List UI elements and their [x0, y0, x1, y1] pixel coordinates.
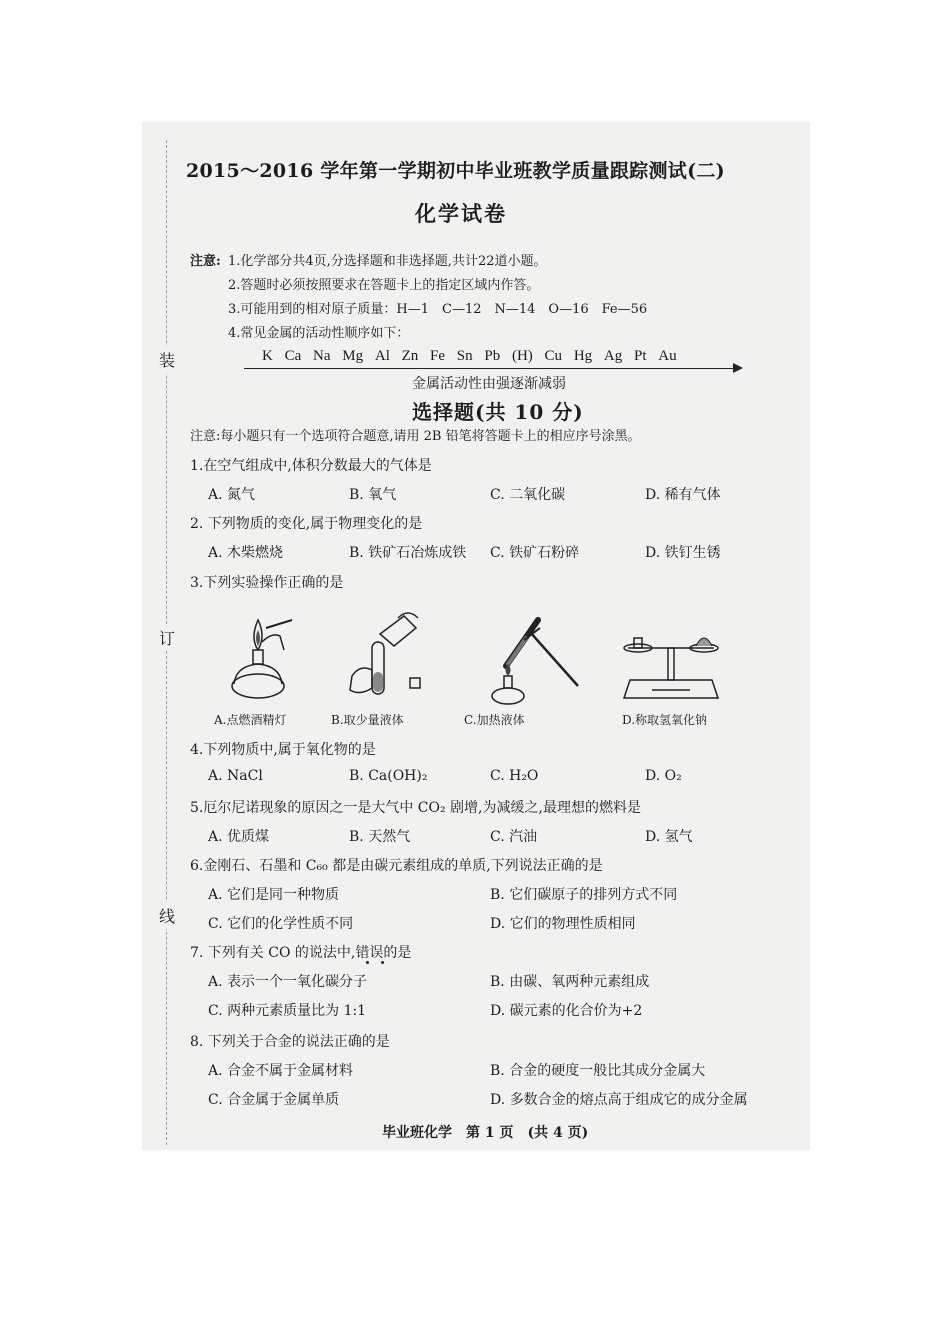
q4-option-a: A. NaCl [208, 768, 263, 784]
q6-option-c: C. 它们的化学性质不同 [208, 916, 354, 932]
metal: Pb [484, 348, 501, 364]
emphasis-dot [366, 961, 369, 964]
question-5: 5.厄尔尼诺现象的原因之一是大气中 CO₂ 剧增,为减缓之,最理想的燃料是 [190, 800, 641, 816]
metal: Fe [430, 348, 446, 364]
note-2: 2.答题时必须按照要求在答题卡上的指定区域内作答。 [228, 278, 540, 293]
q7-option-a: A. 表示一个一氧化碳分子 [208, 974, 368, 990]
arrow-head-icon [733, 363, 743, 373]
q1-option-a: A. 氮气 [208, 487, 256, 503]
q2-option-b: B. 铁矿石冶炼成铁 [349, 545, 467, 561]
q6-option-d: D. 它们的物理性质相同 [490, 916, 636, 932]
metal: K [262, 348, 273, 364]
notes-label: 注意: [190, 254, 221, 269]
q1-option-c: C. 二氧化碳 [490, 487, 566, 503]
question-2: 2. 下列物质的变化,属于物理变化的是 [190, 516, 423, 532]
metal: Cu [544, 348, 563, 364]
metal-activity-series [262, 348, 685, 365]
metal: Sn [456, 348, 473, 364]
metal: Pt [634, 348, 647, 364]
q8-option-c: C. 合金属于金属单质 [208, 1092, 340, 1108]
note-1: 1.化学部分共4页,分选择题和非选择题,共计22道小题。 [228, 254, 547, 269]
q5-option-d: D. 氢气 [645, 829, 693, 845]
q7-option-d: D. 碳元素的化合价为+2 [490, 1003, 643, 1019]
q7-option-b: B. 由碳、氧两种元素组成 [490, 974, 650, 990]
q6-option-b: B. 它们碳原子的排列方式不同 [490, 887, 678, 903]
q2-option-c: C. 铁矿石粉碎 [490, 545, 580, 561]
q4-option-c: C. H₂O [490, 768, 539, 784]
exam-title: 2015～2016 学年第一学期初中毕业班教学质量跟踪测试(二) [186, 160, 725, 182]
q8-option-a: A. 合金不属于金属材料 [208, 1063, 354, 1079]
q7-option-c: C. 两种元素质量比为 1:1 [208, 1003, 367, 1019]
q5-option-c: C. 汽油 [490, 829, 538, 845]
metal: Hg [573, 348, 593, 364]
q5-option-a: A. 优质煤 [208, 829, 270, 845]
metal: Ag [603, 348, 623, 364]
metal: Al [374, 348, 390, 364]
q1-option-b: B. 氧气 [349, 487, 397, 503]
heating-liquid-figure [486, 612, 582, 708]
section-instruction: 注意:每小题只有一个选项符合题意,请用 2B 铅笔将答题卡上的相应序号涂黑。 [190, 429, 641, 444]
q1-option-d: D. 稀有气体 [645, 487, 721, 503]
question-8: 8. 下列关于合金的说法正确的是 [190, 1034, 390, 1050]
metal: Zn [401, 348, 419, 364]
balance-weighing-figure [618, 618, 724, 704]
exam-subtitle: 化学试卷 [415, 201, 507, 226]
q3-option-b: B.取少量液体 [331, 713, 404, 727]
q5-option-b: B. 天然气 [349, 829, 411, 845]
note-3: 3.可能用到的相对原子质量：H—1 C—12 N—14 O—16 Fe—56 [228, 302, 648, 317]
metal: Mg [342, 348, 364, 364]
q3-option-a: A.点燃酒精灯 [214, 713, 287, 727]
q2-option-d: D. 铁钉生锈 [645, 545, 721, 561]
binding-mark-zhuang: 装 [159, 346, 175, 373]
metal: Ca [284, 348, 302, 364]
question-6: 6.金刚石、石墨和 C₆₀ 都是由碳元素组成的单质,下列说法正确的是 [190, 858, 603, 874]
metal-series-caption: 金属活动性由强逐渐减弱 [412, 376, 566, 392]
alcohol-lamp-lighting-figure [222, 612, 296, 704]
binding-mark-xian: 线 [159, 902, 175, 929]
page-footer: 毕业班化学 第 1 页 (共 4 页) [382, 1125, 589, 1141]
q8-option-d: D. 多数合金的熔点高于组成它的成分金属 [490, 1092, 748, 1108]
question-7: 7. 下列有关 CO 的说法中,错误的是 [190, 945, 412, 961]
q6-option-a: A. 它们是同一种物质 [208, 887, 340, 903]
q3-option-d: D.称取氢氧化钠 [622, 713, 708, 727]
metal: Au [658, 348, 677, 364]
activity-arrow [244, 368, 736, 369]
question-4: 4.下列物质中,属于氧化物的是 [190, 742, 376, 758]
question-3: 3.下列实验操作正确的是 [190, 575, 344, 591]
emphasis-dot [381, 961, 384, 964]
q2-option-a: A. 木柴燃烧 [208, 545, 284, 561]
metal: Na [313, 348, 331, 364]
taking-liquid-figure [342, 606, 432, 706]
question-1: 1.在空气组成中,体积分数最大的气体是 [190, 458, 432, 474]
binding-mark-ding: 订 [159, 624, 175, 651]
note-4: 4.常见金属的活动性顺序如下： [228, 326, 410, 341]
q8-option-b: B. 合金的硬度一般比其成分金属大 [490, 1063, 706, 1079]
section-title: 选择题(共 10 分) [412, 400, 584, 424]
q4-option-b: B. Ca(OH)₂ [349, 768, 428, 784]
q4-option-d: D. O₂ [645, 768, 682, 784]
metal: (H) [511, 348, 533, 364]
q3-option-c: C.加热液体 [464, 713, 525, 727]
